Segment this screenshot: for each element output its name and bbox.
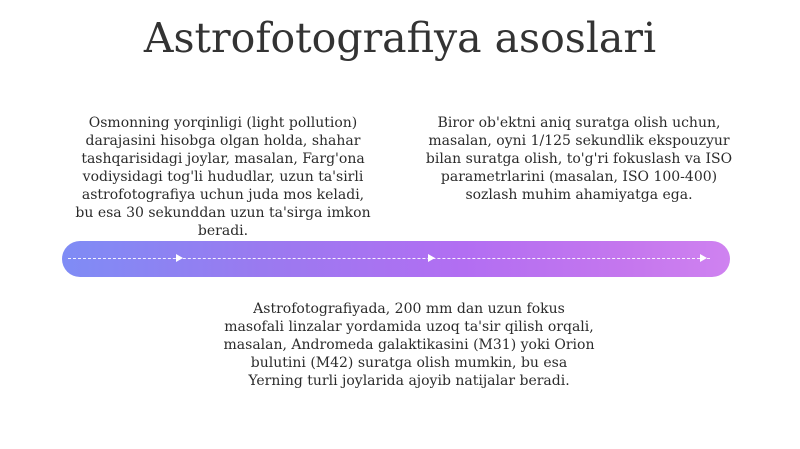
timeline-arrow-icon [428,254,435,262]
timeline-point-1-text: Osmonning yorqinligi (light pollution) darajasini hisobga olgan holda, shahar tashqarisidagi joylar, masalan, Farg'ona vodiysidagi tog'li hududlar, uzun ta'sirli astrofotografiya uchun juda mos keladi, bu esa 30 sekunddan uzun ta'sirga imkon beradi. [75,115,371,239]
timeline-point-3-text: Astrofotografiyada, 200 mm dan uzun fokus masofali linzalar yordamida uzoq ta'sir qilish orqali, masalan, Andromeda galaktikasini (M31) yoki Orion bulutini (M42) suratga olish mumkin, bu esa Yerning turli joylarida ajoyib natijalar beradi. [223,301,595,389]
timeline-point-2-text: Biror ob'ektni aniq suratga olish uchun, masalan, oyni 1/125 sekundlik ekspouzyur bilan suratga olish, to'g'ri fokuslash va ISO parametrlarini (masalan, ISO 100-400) sozlash muhim ahamiyatga ega. [425,115,733,203]
timeline-dashed-line [68,258,710,259]
timeline-arrow-icon [700,254,707,262]
timeline-bar [62,241,730,277]
slide-title: Astrofotografiya asoslari [143,14,657,62]
timeline-arrow-icon [176,254,183,262]
